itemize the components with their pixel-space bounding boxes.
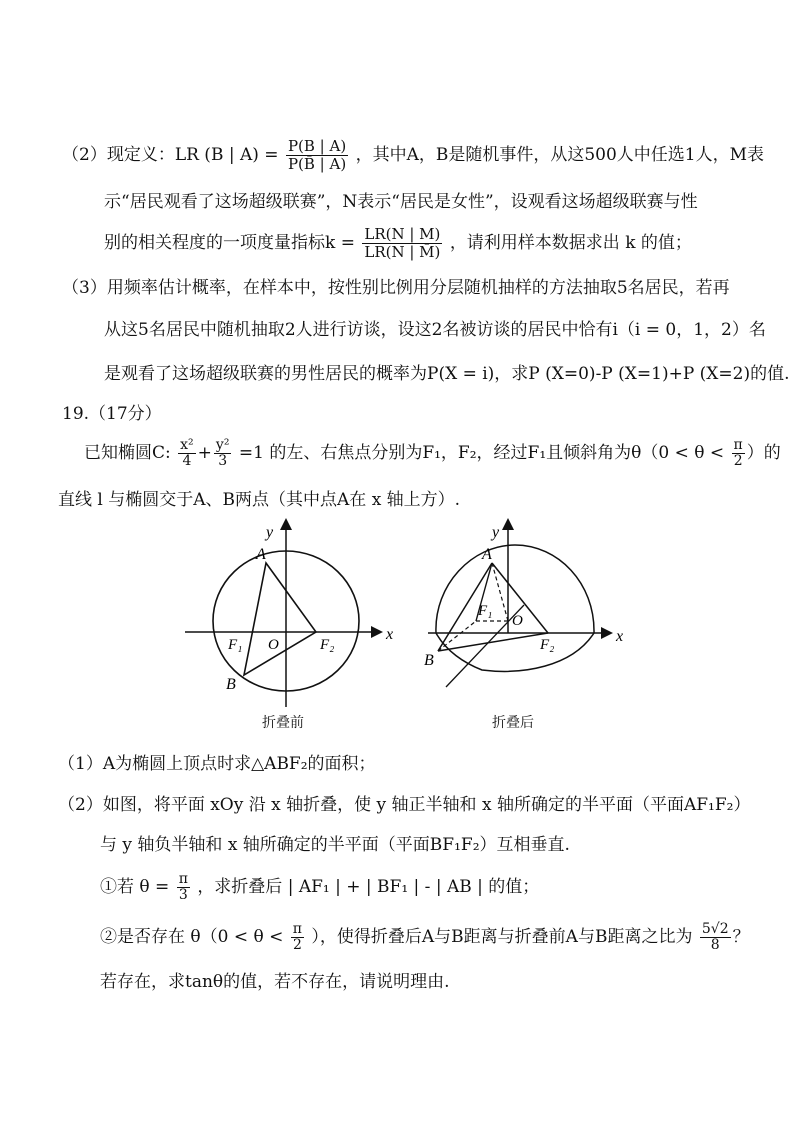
y-term-den: 3 — [218, 453, 228, 469]
k-index-fraction — [362, 226, 442, 261]
k-frac-den: LR(N | M̄) — [364, 243, 441, 261]
y-term-num: y² — [215, 437, 230, 453]
q19-sub1 — [100, 872, 539, 903]
q19-header: 19.（17分） — [62, 404, 162, 424]
q18-p2-line3 — [104, 226, 692, 261]
q18-p2-line1 — [62, 138, 764, 173]
sub2-text-b: ），使得折叠后A与B距离与折叠前A与B距离之比为 — [311, 927, 693, 947]
fig2-label-o: O — [512, 613, 523, 629]
q18-p2-l3-text: 别的相关程度的一项度量指标k = — [104, 233, 355, 253]
figure-before-fold — [180, 515, 420, 715]
q18-p2-line2: 示“居民观看了这场超级联赛”，N表示“居民是女性”，设观看这场超级联赛与性 — [104, 192, 698, 212]
fig1-label-y: y — [266, 524, 274, 541]
q19-intro-text-c: ）的 — [746, 443, 781, 463]
q19-intro-line2: 直线 l 与椭圆交于A、B两点（其中点A在 x 轴上方）. — [58, 490, 461, 510]
y-term-fraction — [214, 438, 232, 469]
lr-frac-den: P(B̄ | A) — [287, 155, 347, 173]
fig2-label-y: y — [492, 524, 500, 541]
fig2-label-x: x — [616, 628, 624, 645]
fig1-label-a: A — [256, 546, 266, 563]
plus-sign: + — [197, 443, 212, 463]
ratio-fraction — [700, 922, 731, 953]
fig2-label-f1: F₁ — [478, 603, 493, 619]
pi-half-fraction — [732, 438, 745, 469]
sub1-text: ①若 θ = — [100, 877, 170, 897]
lr-frac-num: P(B | A) — [287, 137, 347, 155]
caption-before-fold: 折叠前 — [262, 715, 304, 731]
q19-sub2 — [100, 922, 750, 953]
caption-after-fold: 折叠后 — [492, 715, 534, 731]
ratio-num: 5√2 — [701, 921, 729, 937]
pi-half-fraction-2 — [291, 922, 304, 953]
q19-intro-text: =1 的左、右焦点分别为F₁，F₂，经过F₁且倾斜角为θ（0 < θ < — [238, 443, 725, 463]
q19-sub3: 若存在，求tanθ的值，若不存在，请说明理由. — [100, 972, 450, 992]
pi-half-den-2: 2 — [292, 937, 302, 953]
ratio-den: 8 — [710, 937, 720, 953]
fig2-label-a: A — [482, 546, 492, 563]
x-term-fraction — [178, 438, 196, 469]
pi-third-den: 3 — [178, 887, 188, 903]
ellipse-label: 已知椭圆C: — [84, 443, 171, 463]
pi-den: 2 — [733, 453, 743, 469]
figure-after-fold — [420, 515, 640, 715]
q19-intro-line1 — [84, 438, 781, 469]
fig1-label-x: x — [386, 626, 394, 643]
k-frac-num: LR(N | M) — [364, 225, 441, 243]
sub2-text-c: ？ — [732, 927, 750, 947]
fig2-label-f2: F₂ — [540, 637, 555, 653]
fig1-label-o: O — [268, 637, 279, 653]
fig1-triangle-abf2 — [244, 563, 316, 675]
sub1-text-b: ，求折叠后 | AF₁ | + | BF₁ | - | AB | 的值； — [197, 877, 540, 897]
fig2-segment-bf1-dashed — [438, 621, 476, 651]
pi-num: π — [733, 437, 743, 453]
pi-half-num-2: π — [292, 921, 302, 937]
fig2-segment-bf2 — [438, 633, 548, 651]
fig1-label-b: B — [226, 676, 236, 693]
q18-p3-line1: （3）用频率估计概率，在样本中，按性别比例用分层随机抽样的方法抽取5名居民，若再 — [62, 278, 730, 298]
q19-part2-line2: 与 y 轴负半轴和 x 轴所确定的半平面（平面BF₁F₂）互相垂直. — [100, 835, 570, 855]
fig2-label-b: B — [424, 652, 434, 669]
x-term-den: 4 — [182, 453, 192, 469]
q18-p3-line3: 是观看了这场超级联赛的男性居民的概率为P(X = i)，求P (X=0)-P (X=1)+P (X=2)的值. — [104, 364, 790, 384]
q18-p3-line2: 从这5名居民中随机抽取2人进行访谈，设这2名被访谈的居民中恰有i（i = 0，1，2）名 — [104, 320, 766, 340]
q19-part1: （1）A为椭圆上顶点时求△ABF₂的面积； — [58, 754, 376, 774]
pi-third-fraction — [177, 872, 190, 903]
sub2-text: ②是否存在 θ（0 < θ < — [100, 927, 284, 947]
q18-p2-l1-text-b: ，其中A，B是随机事件，从这500人中任选1人，M表 — [355, 145, 765, 165]
x-term-num: x² — [180, 437, 194, 453]
pi-third-num: π — [178, 871, 188, 887]
q19-part2-line1: （2）如图，将平面 xOy 沿 x 轴折叠，使 y 轴正半轴和 x 轴所确定的半平面（平面AF₁F₂） — [58, 795, 751, 815]
lr-definition-fraction — [286, 138, 348, 173]
fig1-label-f1: F₁ — [228, 637, 243, 653]
fig1-label-f2: F₂ — [320, 637, 335, 653]
fig2-segment-ao-dashed — [492, 563, 508, 621]
q18-p2-l3-text-b: ，请利用样本数据求出 k 的值； — [449, 233, 692, 253]
q18-p2-l1-text: （2）现定义：LR (B | A) = — [62, 145, 279, 165]
